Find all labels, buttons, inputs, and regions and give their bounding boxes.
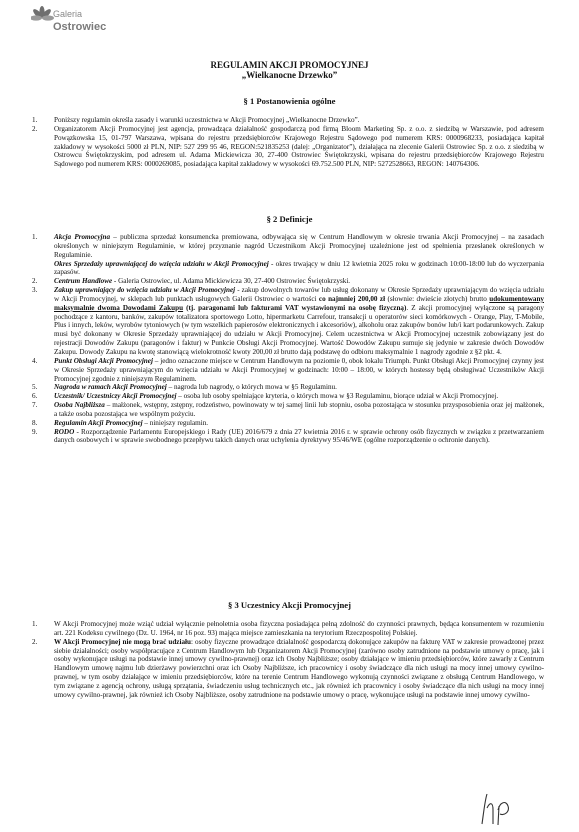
section-1-heading: § 1 Postanowienia ogólne [243,96,336,106]
list-item: 8. Regulamin Akcji Promocyjnej – niniejszy regulamin. [32,418,209,427]
list-item: 7. Osoba Najbliższa – małżonek, wstępny, zstępny, rodzeństwo, powinowaty w tej samej linii lub stopniu, osoba pozostająca w stosunku przysposobienia oraz jej małżonek, a także osoba pozostająca we wspólnym pożyciu. [32,401,544,418]
section-2-heading: § 2 Definicje [266,214,313,224]
section-1-list [32,116,544,169]
list-item: 9. RODO - Rozporządzenie Parlamentu Europejskiego i Rady (UE) 2016/679 z dnia 27 kwietnia 2016 r. w sprawie ochrony osób fizycznych w związku z przetwarzaniem danych osobowych i w sprawie swobodnego przepływu takich danych oraz uchylenia dyrektywy 95/46/WE (ogólne rozporządzenie o ochronie danych). [32,427,544,445]
list-item: 2. W Akcji Promocyjnej nie mogą brać udziału: osoby fizyczne prowadzące działalność gospodarczą dokonujące zakupów na fakturę VAT w zakresie prowadzonej przez siebie działalności; osoby współpracujące z Centrum Handlowym lub Organizatorem Akcji Promocyjnej (zarówno osoby zatrudnione na podstawie umowy o pracę, jak i osoby wykonujące usługi na podstawie innej umowy cywilno-prawnej) oraz ich Osoby Najbliższe; osoby działające w imieniu przedsiębiorców, które zawarły z Centrum Handlowym umowę najmu lub dzierżawy powierzchni oraz ich Osoby Najbliższe, ich pracownicy i osoby świadczące dla nich usługi na mocy innej umowy cywilno-prawnej, w tym osoby działające w imieniu przedsiębiorców, które na terenie Centrum Handlowego wykonują czynności związane z obsługą Centrum Handlowego, w tym związane z agencją ochrony, usługą sprzątania, świadczeniu usług technicznych etc., jak również ich pracownicy i osoby świadczące dla nich usługi na mocy innej umowy cywilno-prawnej, jak również ich Osoby Najbliższe, osoby zatrudnione na podstawie umowy o pracę, wykonujące usługi na podstawie innej umowy cywilno- [32,637,544,699]
list-item: 2. Centrum Handlowe - Galeria Ostrowiec, ul. Adama Mickiewicza 30, 27-400 Ostrowiec Świętokrzyski. [32,277,351,286]
list-item: 3. Zakup uprawniający do wzięcia udziału w Akcji Promocyjnej - zakup dowolnych towarów lub usług dokonany w Okresie Sprzedaży uprawniającym do wzięcia udziału w Akcji Promocyjnej, w sklepach lub punktach usługowych Galerii Ostrowiec o wartości co najmniej 200,00 zł (słownie: dwieście złotych) brutto udokumentowany maksymalnie dwoma Dowodami Zakupu (tj. paragonami lub fakturami VAT wystawionymi na osobę fizyczną). Z akcji promocyjnej wyłączone są paragony pochodzące z kantoru, banków, zakupów totalizatora sportowego Lotto, hipermarketu Carrefour, transakcji u operatorów sieci komórkowych - Orange, Play, T-Mobile, Plus i innych, leków, wyrobów tytoniowych (w tym wszelkich papierosów elektronicznych i akcesoriów), alkoholu oraz zakupów bonów lub/i kart podarunkowych. Zakup musi być dokonany w Okresie Sprzedaży uprawniającej do udziału w Akcji Promocyjnej. Celem uczestnictwa w Akcji Promocyjnej uczestnik zobowiązany jest do rejestracji Dowodów Zakupu (paragonów i faktur) w Punkcie Obsługi Akcji Promocyjnej. Wartość Dowodów Zakupu sumuje się jedynie w zakresie dwóch Dowodów Zakupu. Dowody Zakupu na kwotę stanowiącą wielokrotność kwoty 200,00 zł brutto dają podstawę do odbioru maksymalnie 1 nagrody zgodnie z §2 pkt. 4. [32,286,545,356]
handwritten-initials [478,790,516,826]
list-item: 2. Organizatorem Akcji Promocyjnej jest agencja, prowadząca działalność gospodarczą pod firmą Bloom Marketing Sp. z o.o. z siedzibą w Warszawie, pod adresem Powązkowska 15, 01-797 Warszawa, wpisana do rejestru przedsiębiorców Krajowego Rejestru Sądowego pod numerem KRS: 0000968233, posiadająca kapitał zakładowy w wysokości 5000 zł PLN, NIP: 527 299 95 46, REGON:521835253 (dalej: „Organizator”), działająca na zlecenie Galerii Ostrowiec Sp. z o.o. z siedzibą w Ostrowcu Świętokrzyskim, pod adresem ul. Adama Mickiewicza 30, 27-400 Ostrowiec Świętokrzyski, wpisana do rejestru przedsiębiorców Krajowego Rejestru Sądowego pod numerem KRS: 0000269085, posiadająca kapitał zakładowy w wysokości 69.752.500 PLN, NIP: 5272528663, REGON: 140764306. [32,124,544,169]
section-2-list [32,233,544,445]
logo-text: Galeria Ostrowiec [53,9,107,33]
section-3-list [32,620,544,700]
document-subtitle: „Wielkanocne Drzewko” [241,70,338,80]
list-item: 1. Akcja Promocyjna – publiczna sprzedaż konsumencka premiowana, odbywająca się w Centrum Handlowym w okresie trwania Akcji Promocyjnej – na zasadach określonych w niniejszym Regulaminie, w której przyznanie nagród Uczestnikom Akcji Promocyjnej uzależnione jest od spełnienia przesłanek określonych w Regulaminie. Okres Sprzedaży uprawniającej do wzięcia udziału w Akcji Promocyjnej - okres trwający w dniu 12 kwietnia 2025 roku w godzinach 10:00-18:00 lub do wyczerpania zapasów. [32,233,544,277]
list-item: 5. Nagroda w ramach Akcji Promocyjnej – nagroda lub nagrody, o których mowa w §5 Regulaminu. [32,383,337,392]
section-3-heading: § 3 Uczestnicy Akcji Promocyjnej [228,600,351,610]
list-item: 4. Punkt Obsługi Akcji Promocyjnej – jedno oznaczone miejsce w Centrum Handlowym na poziomie 0, obok lokalu Triumph. Punkt Obsługi Akcji Promocyjnej czynny jest w Okresie Sprzedaży uprawniającym do wzięcia udziału w Akcji Promocyjnej w godzinach: 10:00 – 18:00, w których hostessy będą obsługiwać Uczestników Akcji Promocyjnej zgodnie z niniejszym Regulaminem. [32,356,544,383]
list-item: 1. Poniższy regulamin określa zasady i warunki uczestnictwa w Akcji Promocyjnej „Wielkanocne Drzewko”. [32,116,360,124]
list-item: 1. W Akcji Promocyjnej może wziąć udział wyłącznie pełnoletnia osoba fizyczna posiadająca pełną zdolność do czynności prawnych, będąca konsumentem w rozumieniu art. 221 Kodeksu cywilnego (Dz. U. 1964, nr 16 poz. 93) mająca miejsce zamieszkania na terytorium Rzeczpospolitej Polskiej. [32,620,544,637]
flower-icon [31,6,54,21]
list-item: 6. Uczestnik/ Uczestniczy Akcji Promocyjnej – osoba lub osoby spełniające kryteria, o których mowa w §3 Regulaminu, biorące udział w Akcji Promocyjnej. [32,392,499,401]
document-title: REGULAMIN AKCJI PROMOCYJNEJ [210,60,369,70]
